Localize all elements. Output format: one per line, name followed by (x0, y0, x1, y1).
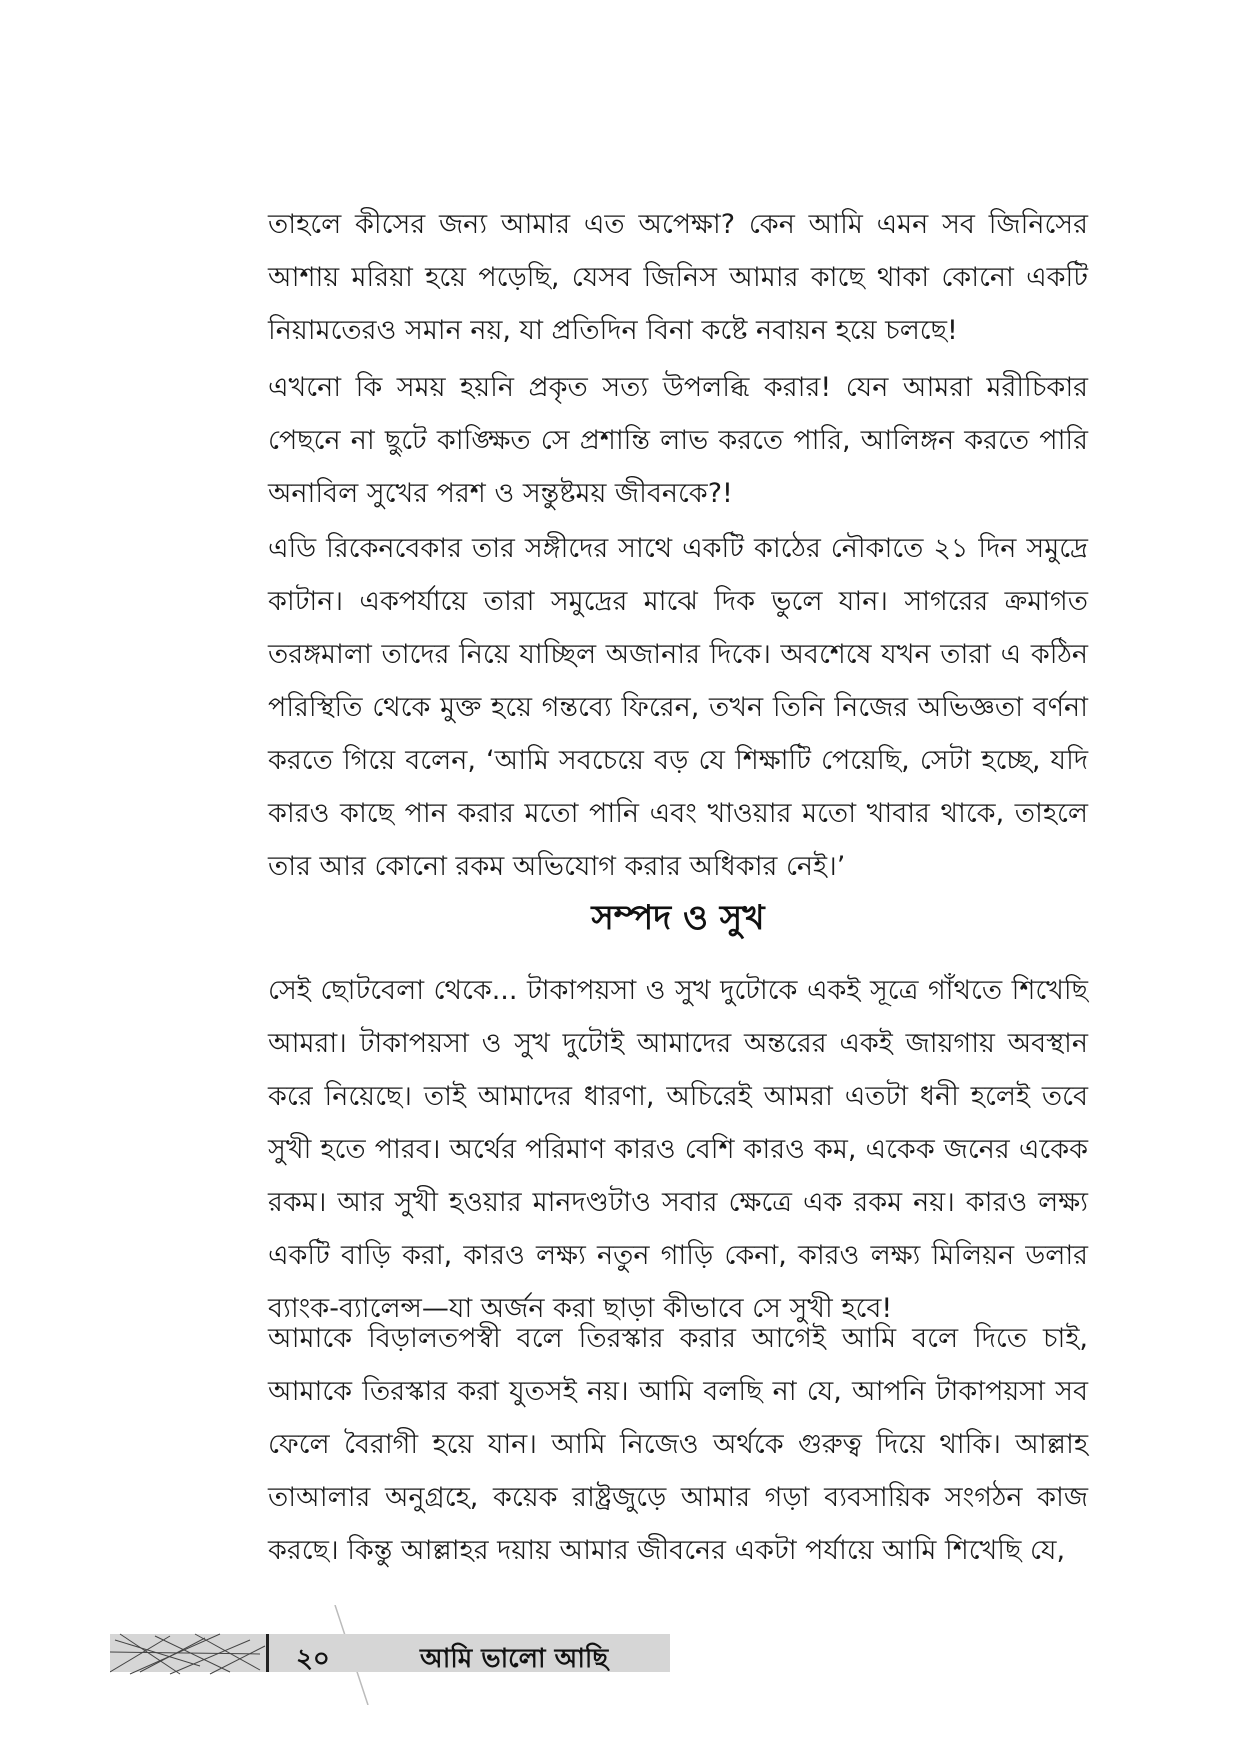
footer-line-art-icon (110, 1632, 270, 1676)
paragraph-2: এখনো কি সময় হয়নি প্রকৃত সত্য উপলব্ধি করার! যেন আমরা মরীচিকার পেছনে না ছুটে কাঙ্ক্ষিত সে প্রশান্তি লাভ করতে পারি, আলিঙ্গন করতে পারি অনাবিল সুখের পরশ ও সন্তুষ্টময় জীবনকে?! (268, 372, 1088, 509)
page-number: ২০ (296, 1644, 330, 1674)
paragraph-1: তাহলে কীসের জন্য আমার এত অপেক্ষা? কেন আমি এমন সব জিনিসের আশায় মরিয়া হয়ে পড়েছি, যেসব জিনিস আমার কাছে থাকা কোনো একটি নিয়ামতেরও সমান নয়, যা প্রতিদিন বিনা কষ্টে নবায়ন হয়ে চলছে! (268, 209, 1088, 346)
book-title: আমি ভালো আছি (420, 1644, 609, 1674)
footer-divider (266, 1634, 269, 1672)
page-footer (110, 1632, 670, 1676)
paragraph-4: সেই ছোটবেলা থেকে... টাকাপয়সা ও সুখ দুটোকে একই সূত্রে গাঁথতে শিখেছি আমরা। টাকাপয়সা ও সুখ দুটোই আমাদের অন্তরের একই জায়গায় অবস্থান করে নিয়েছে। তাই আমাদের ধারণা, অচিরেই আমরা এতটা ধনী হলেই তবে সুখী হতে পারব। অর্থের পরিমাণ কারও বেশি কারও কম, একেক জনের একেক রকম। আর সুখী হওয়ার মানদণ্ডটাও সবার ক্ষেত্রে এক রকম নয়। কারও লক্ষ্য একটি বাড়ি করা, কারও লক্ষ্য নতুন গাড়ি কেনা, কারও লক্ষ্য মিলিয়ন ডলার ব্যাংক-ব্যালেন্স—যা অর্জন করা ছাড়া কীভাবে সে সুখী হবে! (268, 975, 1088, 1324)
paragraph-5: আমাকে বিড়ালতপস্বী বলে তিরস্কার করার আগেই আমি বলে দিতে চাই, আমাকে তিরস্কার করা যুতসই নয়। আমি বলছি না যে, আপনি টাকাপয়সা সব ফেলে বৈরাগী হয়ে যান। আমি নিজেও অর্থকে গুরুত্ব দিয়ে থাকি। আল্লাহ তাআলার অনুগ্রহে, কয়েক রাষ্ট্রজুড়ে আমার গড়া ব্যবসায়িক সংগঠন কাজ করছে। কিন্তু আল্লাহর দয়ায় আমার জীবনের একটা পর্যায়ে আমি শিখেছি যে, (268, 1323, 1089, 1566)
paragraph-3: এডি রিকেনবেকার তার সঙ্গীদের সাথে একটি কাঠের নৌকাতে ২১ দিন সমুদ্রে কাটান। একপর্যায়ে তারা সমুদ্রের মাঝে দিক ভুলে যান। সাগরের ক্রমাগত তরঙ্গমালা তাদের নিয়ে যাচ্ছিল অজানার দিকে। অবশেষে যখন তারা এ কঠিন পরিস্থিতি থেকে মুক্ত হয়ে গন্তব্যে ফিরেন, তখন তিনি নিজের অভিজ্ঞতা বর্ণনা করতে গিয়ে বলেন, ‘আমি সবচেয়ে বড় যে শিক্ষাটি পেয়েছি, সেটা হচ্ছে, যদি কারও কাছে পান করার মতো পানি এবং খাওয়ার মতো খাবার থাকে, তাহলে তার আর কোনো রকম অভিযোগ করার অধিকার নেই।’ (268, 533, 1088, 882)
section-heading: সম্পদ ও সুখ (591, 898, 765, 938)
